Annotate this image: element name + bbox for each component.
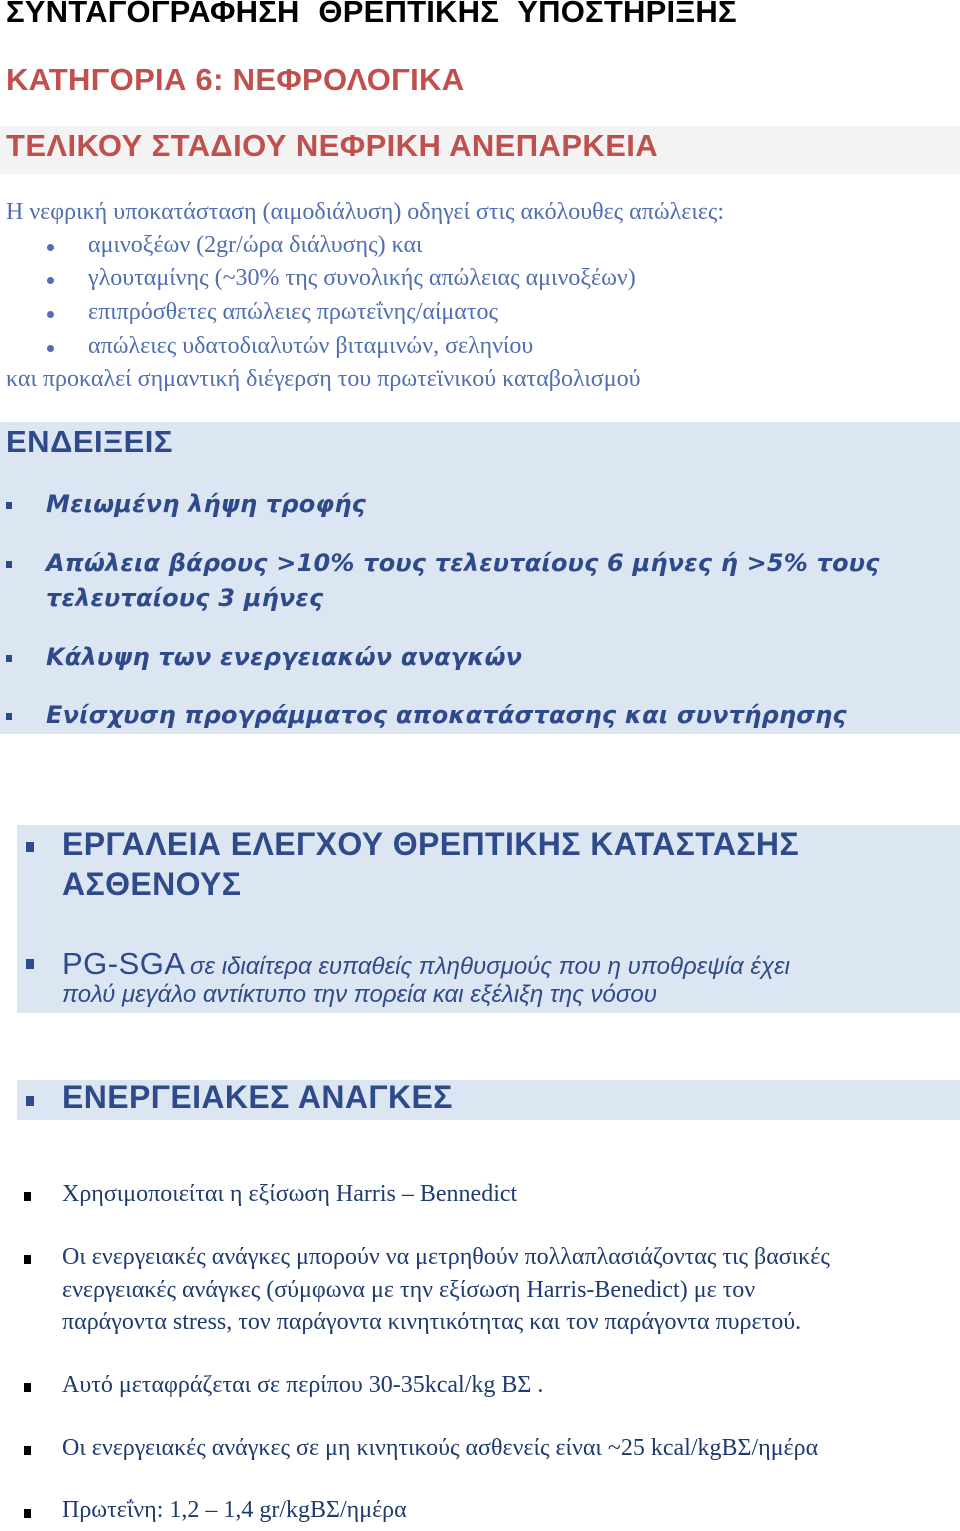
bullet-dot-icon — [47, 277, 54, 284]
stage-title: ΤΕΛΙΚΟΥ ΣΤΑΔΙΟΥ ΝΕΦΡΙΚΗ ΑΝΕΠΑΡΚΕΙΑ — [6, 128, 659, 163]
bullet-dot-icon — [47, 345, 54, 352]
square-bullet-icon — [24, 1383, 31, 1392]
bullet-dot-icon — [47, 311, 54, 318]
indication-item: Ενίσχυση προγράμματος αποκατάστασης και συντήρησης — [46, 701, 847, 729]
bullet-dot-icon — [47, 244, 54, 251]
intro-lead: Η νεφρική υποκατάσταση (αιμοδιάλυση) οδηγεί στις ακόλουθες απώλειες: — [6, 199, 725, 225]
page-title: ΣΥΝΤΑΓΟΓΡΑΦΗΣΗ ΘΡΕΠΤΙΚΗΣ ΥΠΟΣΤΗΡΙΞΗΣ — [6, 0, 737, 29]
square-bullet-icon — [24, 1255, 31, 1264]
loss-item: γλουταμίνης (~30% της συνολικής απώλειας αμινοξέων) — [88, 265, 636, 291]
square-bullet-icon — [24, 1446, 31, 1455]
indication-item: Απώλεια βάρους >10% τους τελευταίους 6 μήνες ή >5% τους — [46, 549, 880, 577]
indications-panel — [0, 422, 960, 734]
tools-heading-continued: ΑΣΘΕΝΟΥΣ — [62, 866, 242, 902]
energy-heading: ΕΝΕΡΓΕΙΑΚΕΣ ΑΝΑΓΚΕΣ — [62, 1079, 453, 1115]
indication-item-continued: τελευταίους 3 μήνες — [46, 584, 324, 612]
square-bullet-icon — [24, 1192, 31, 1201]
energy-item: Χρησιμοποιείται η εξίσωση Harris – Bennedict — [62, 1181, 518, 1207]
energy-item: Οι ενεργειακές ανάγκες σε μη κινητικούς ασθενείς είναι ~25 kcal/kgΒΣ/ημέρα — [62, 1435, 819, 1461]
square-bullet-icon — [6, 713, 12, 720]
energy-item: Πρωτεΐνη: 1,2 – 1,4 gr/kgΒΣ/ημέρα — [62, 1497, 407, 1523]
pgsga-code: PG-SGA — [62, 946, 186, 981]
indications-title: ΕΝΔΕΙΞΕΙΣ — [6, 424, 173, 459]
indication-item: Κάλυψη των ενεργειακών αναγκών — [46, 643, 523, 671]
category-title: ΚΑΤΗΓΟΡΙΑ 6: ΝΕΦΡΟΛΟΓΙΚΑ — [6, 62, 465, 97]
indication-item: Μειωμένη λήψη τροφής — [46, 490, 367, 518]
loss-item: αμινοξέων (2gr/ώρα διάλυσης) και — [88, 232, 423, 258]
tools-heading: ΕΡΓΑΛΕΙΑ ΕΛΕΓΧΟΥ ΘΡΕΠΤΙΚΗΣ ΚΑΤΑΣΤΑΣΗΣ — [62, 826, 800, 862]
pgsga-description: σε ιδιαίτερα ευπαθείς πληθυσμούς που η υποθρεψία έχει — [190, 953, 790, 980]
square-bullet-icon — [26, 959, 34, 969]
loss-item: απώλειες υδατοδιαλυτών βιταμινών, σεληνίου — [88, 333, 534, 359]
energy-item: Οι ενεργειακές ανάγκες μπορούν να μετρηθούν πολλαπλασιάζοντας τις βασικές — [62, 1244, 830, 1270]
square-bullet-icon — [6, 561, 12, 568]
energy-item-continued: παράγοντα stress, τον παράγοντα κινητικότητας και τον παράγοντα πυρετού. — [62, 1309, 802, 1335]
square-bullet-icon — [24, 1509, 31, 1518]
pgsga-line — [62, 946, 790, 982]
pgsga-description-continued: πολύ μεγάλο αντίκτυπο την πορεία και εξέλιξη της νόσου — [62, 981, 657, 1008]
square-bullet-icon — [26, 1096, 34, 1106]
square-bullet-icon — [6, 502, 12, 509]
energy-item: Αυτό μεταφράζεται σε περίπου 30-35kcal/kg ΒΣ . — [62, 1372, 544, 1398]
energy-item-continued: ενεργειακές ανάγκες (σύμφωνα με την εξίσωση Harris-Benedict) με τον — [62, 1277, 756, 1303]
square-bullet-icon — [6, 655, 12, 662]
loss-item: επιπρόσθετες απώλειες πρωτεΐνης/αίματος — [88, 299, 498, 325]
square-bullet-icon — [26, 842, 34, 852]
intro-closing: και προκαλεί σημαντική διέγερση του πρωτεϊνικού καταβολισμού — [6, 366, 641, 392]
